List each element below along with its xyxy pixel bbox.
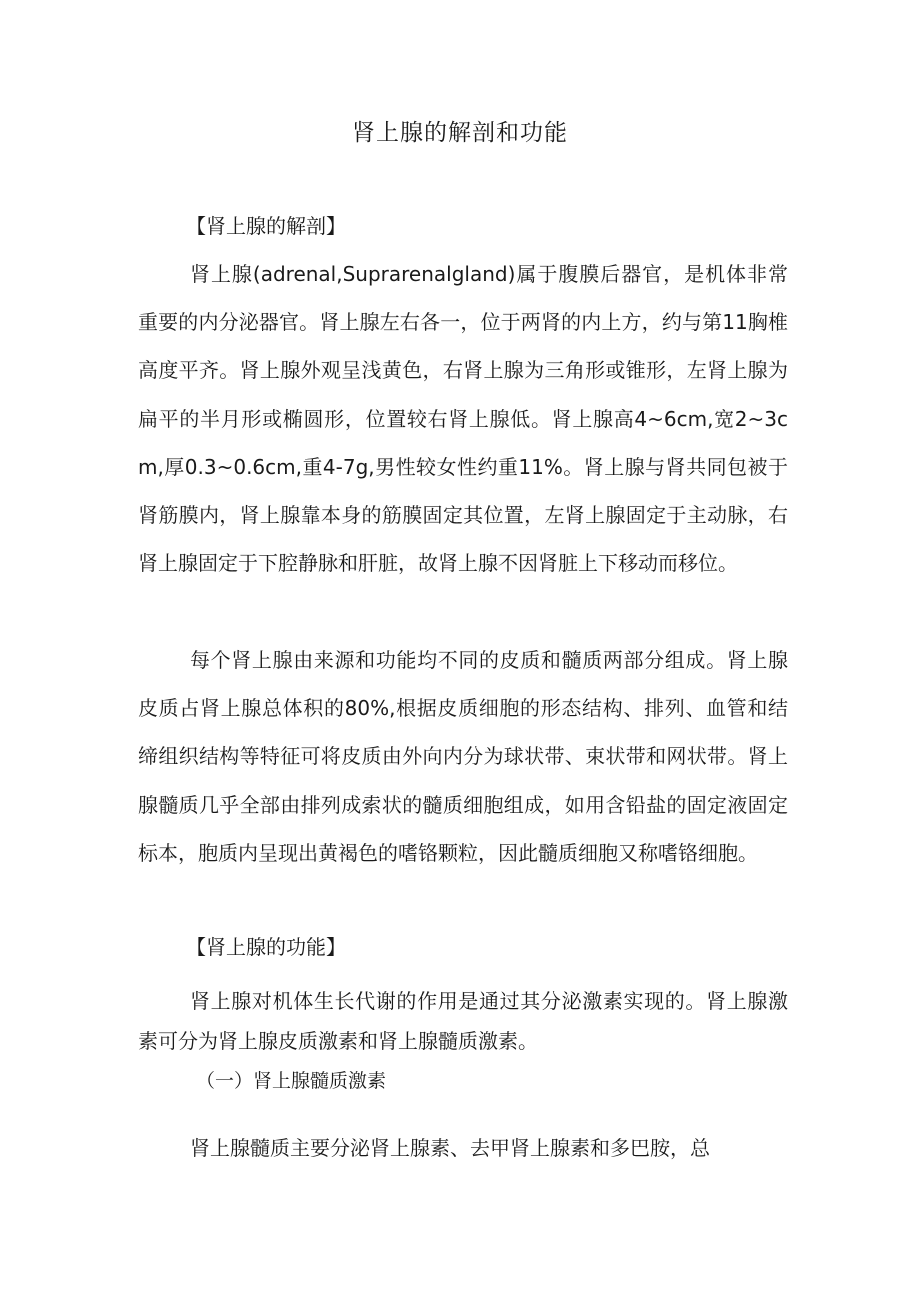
anatomy-paragraph-2: 每个肾上腺由来源和功能均不同的皮质和髓质两部分组成。肾上腺皮质占肾上腺总体积的80%,根据皮质细胞的形态结构、排列、血管和结缔组织结构等特征可将皮质由外向内分为球状带、束状带和网状带。肾上腺髓质几乎全部由排列成索状的髓质细胞组成，如用含铅盐的固定液固定标本，胞质内呈现出黄褐色的嗜铬颗粒，因此髓质细胞又称嗜铬细胞。 xyxy=(138,648,788,865)
section-heading-anatomy: 【肾上腺的解剖】 xyxy=(186,214,346,238)
function-paragraph-1: 肾上腺对机体生长代谢的作用是通过其分泌激素实现的。肾上腺激素可分为肾上腺皮质激素和肾上腺髓质激素。 xyxy=(138,989,788,1053)
function-paragraph-2: 肾上腺髓质主要分泌肾上腺素、去甲肾上腺素和多巴胺，总 xyxy=(190,1136,710,1160)
subsection-heading-medulla: （一）肾上腺髓质激素 xyxy=(196,1070,387,1092)
section-heading-function: 【肾上腺的功能】 xyxy=(186,935,346,959)
document-title: 肾上腺的解剖和功能 xyxy=(352,120,568,146)
anatomy-paragraph-1: 肾上腺(adrenal,Suprarenalgland)属于腹膜后器官，是机体非常重要的内分泌器官。肾上腺左右各一，位于两肾的内上方，约与第11胸椎高度平齐。肾上腺外观呈浅黄色，右肾上腺为三角形或锥形，左肾上腺为扁平的半月形或椭圆形，位置较右肾上腺低。肾上腺高4~6cm,宽2~3cm,厚0.3~0.6cm,重4-7g,男性较女性约重11%。肾上腺与肾共同包被于肾筋膜内，肾上腺靠本身的筋膜固定其位置，左肾上腺固定于主动脉，右肾上腺固定于下腔静脉和肝脏，故肾上腺不因肾脏上下移动而移位。 xyxy=(138,262,788,576)
